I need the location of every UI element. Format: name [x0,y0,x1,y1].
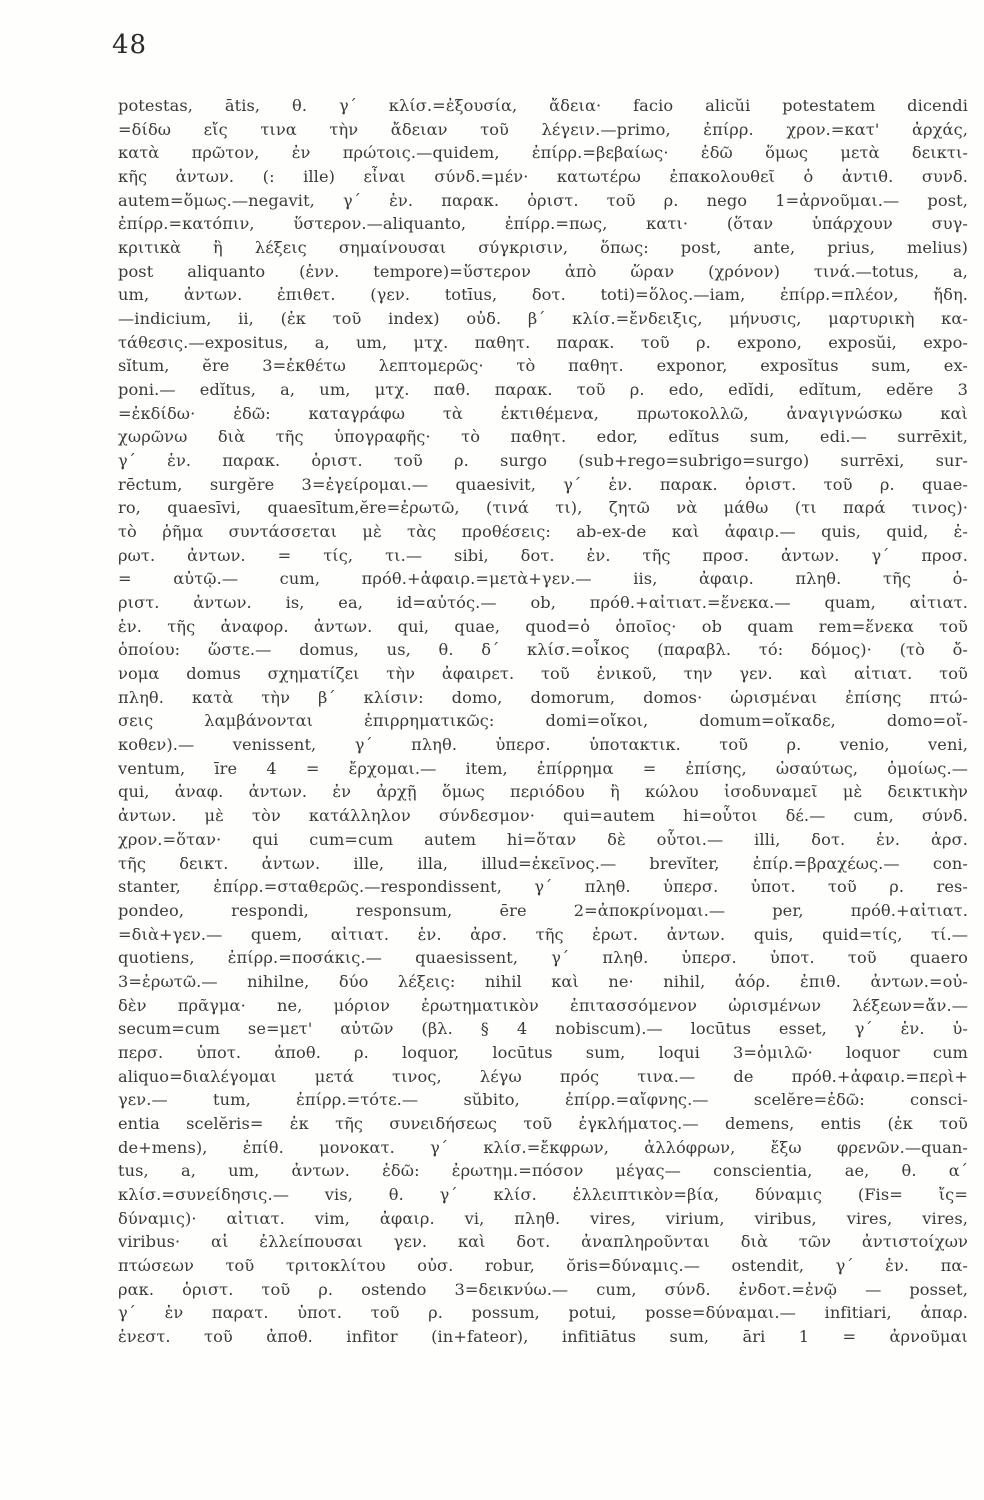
text-line: de+mens), ἐπίθ. μονοκατ. γ΄ κλίσ.=ἔκφρων, ἀλλόφρων, ἔξω φρενῶν.—quan- [118,1137,968,1157]
text-line: πτώσεων τοῦ τριτοκλίτου οὐσ. robur, ŏris=δύναμις.— ostendit, γ΄ ἑν. πα- [118,1255,968,1275]
text-line: ἀντων. μὲ τὸν κατάλληλον σύνδεσμον· qui=autem hi=οὗτοι δέ.— cum, σύνδ. [118,806,968,826]
text-line: χρον.=ὅταν· qui cum=cum autem hi=ὅταν δὲ οὗτοι.— illi, δοτ. ἑν. ἀρσ. [118,829,968,849]
text-line: ριστ. ἀντων. is, ea, id=αὐτός.— ob, πρόθ.+αἰτιατ.=ἕνεκα.— quam, αἰτιατ. [118,593,968,613]
glossary-text [118,94,968,1349]
text-line: post aliquanto (ἐνν. tempore)=ὕστερον ἀπὸ ὥραν (χρόνον) τινά.—totus, a, [118,261,968,281]
text-line: κῆς ἀντων. (: ille) εἶναι σύνδ.=μέν· κατωτέρω ἐπακολουθεῖ ὁ ἀντιθ. συνδ. [118,167,968,187]
text-line: aliquo=διαλέγομαι μετά τινος, λέγω πρός τινα.— de πρόθ.+ἀφαιρ.=περὶ+ [118,1066,968,1086]
text-line: um, ἀντων. ἐπιθετ. (γεν. totīus, δοτ. toti)=ὅλος.—iam, ἐπίρρ.=πλέον, ἤδη. [118,285,968,305]
text-line: σεις λαμβάνονται ἐπιρρηματικῶς: domi=οἴκοι, domum=οἴκαδε, domo=οἴ- [118,711,968,731]
text-line: ἐνεστ. τοῦ ἀποθ. infitor (in+fateor), infitiātus sum, āri 1 = ἀρνοῦμαι [118,1326,968,1346]
text-line: δὲν πρᾶγμα· ne, μόριον ἐρωτηματικὸν ἐπιτασσόμενον ὡρισμένων λέξεων=ἄν.— [118,995,968,1015]
text-line: =δίδω εἴς τινα τὴν ἄδειαν τοῦ λέγειν.—primo, ἐπίρρ. χρον.=κατ' ἀρχάς, [118,119,968,139]
text-line: ventum, īre 4 = ἔρχομαι.— item, ἐπίρρημα = ἐπίσης, ὡσαύτως, ὁμοίως.— [118,758,968,778]
text-line: τὸ ῥῆμα συντάσσεται μὲ τὰς προθέσεις: ab-ex-de καὶ ἀφαιρ.— quis, quid, ἐ- [118,522,968,542]
text-line: τάθεσις.—expositus, a, um, μτχ. παθητ. παρακ. τοῦ ρ. expono, exposŭi, expo- [118,332,968,352]
text-line: ρακ. ὁριστ. τοῦ ρ. ostendo 3=δεικνύω.— cum, σύνδ. ἐνδοτ.=ἐνῷ — posset, [118,1279,968,1299]
text-line: sĭtum, ĕre 3=ἐκθέτω λεπτομερῶς· τὸ παθητ. exponor, exposĭtus sum, ex- [118,356,968,376]
text-line: ro, quaesīvi, quaesītum,ĕre=ἐρωτῶ, (τινά τι), ζητῶ νὰ μάθω (τι παρά τινος)· [118,498,968,518]
text-line: autem=ὅμως.—negavit, γ΄ ἑν. παρακ. ὁριστ. τοῦ ρ. nego 1=ἀρνοῦμαι.— post, [118,190,968,210]
text-line: pondeo, respondi, responsum, ēre 2=ἀποκρίνομαι.— per, πρόθ.+αἰτιατ. [118,900,968,920]
text-line: κοθεν).— venissent, γ΄ πληθ. ὑπερσ. ὑποτακτικ. τοῦ ρ. venio, veni, [118,735,968,755]
text-line: ἑν. τῆς ἀναφορ. ἀντων. qui, quae, quod=ὁ ὁποῖος· ob quam rem=ἕνεκα τοῦ [118,616,968,636]
text-line: γ΄ ἑν παρατ. ὑποτ. τοῦ ρ. possum, potui, posse=δύναμαι.— infitiari, ἀπαρ. [118,1303,968,1323]
text-line: ὁποίου: ὥστε.— domus, us, θ. δ΄ κλίσ.=οἶκος (παραβλ. τό: δόμος)· (τὸ ὄ- [118,640,968,660]
text-line: κατὰ πρῶτον, ἐν πρώτοις.—quidem, ἐπίρρ.=βεβαίως· ἐδῶ ὅμως μετὰ δεικτι- [118,143,968,163]
text-line: entia scelĕris= ἐκ τῆς συνειδήσεως τοῦ ἐγκλήματος.— demens, entis (ἐκ τοῦ [118,1113,968,1133]
text-line: —indicium, ii, (ἐκ τοῦ index) οὐδ. β΄ κλίσ.=ἔνδειξις, μήνυσις, μαρτυρικὴ κα- [118,309,968,329]
text-line: δύναμις)· αἰτιατ. vim, ἀφαιρ. vi, πληθ. vires, virium, viribus, vires, vires, [118,1208,968,1228]
text-line: tus, a, um, ἀντων. ἐδῶ: ἐρωτημ.=πόσον μέγας— conscientia, ae, θ. α΄ [118,1161,968,1181]
text-line: κριτικὰ ἢ λέξεις σημαίνουσαι σύγκρισιν, ὅπως: post, ante, prius, melius) [118,238,968,258]
text-line: ἐπίρρ.=κατόπιν, ὕστερον.—aliquanto, ἐπίρρ.=πως, κατι· (ὅταν ὑπάρχουν συγ- [118,214,968,234]
text-line: potestas, ātis, θ. γ΄ κλίσ.=ἐξουσία, ἄδεια· facio alicŭi potestatem dicendi [118,96,968,115]
text-line: =ἐκδίδω· ἐδῶ: καταγράφω τὰ ἐκτιθέμενα, πρωτοκολλῶ, ἀναγιγνώσκω καὶ [118,403,968,423]
text-line: χωρῶνω διὰ τῆς ὑπογραφῆς· τὸ παθητ. edor, edĭtus sum, edi.— surrēxit, [118,427,968,447]
text-line: quotiens, ἐπίρρ.=ποσάκις.— quaesissent, γ΄ πληθ. ὑπερσ. ὑποτ. τοῦ quaero [118,948,968,968]
text-line: poni.— edĭtus, a, um, μτχ. παθ. παρακ. τοῦ ρ. edo, edĭdi, edĭtum, edĕre 3 [118,380,968,400]
text-line: = αὐτῷ.— cum, πρόθ.+ἀφαιρ.=μετὰ+γεν.— iis, ἀφαιρ. πληθ. τῆς ὁ- [118,569,968,589]
text-line: 3=ἐρωτῶ.— nihilne, δύο λέξεις: nihil καὶ ne· nihil, ἀόρ. ἐπιθ. ἀντων.=οὐ- [118,971,968,991]
text-line: περσ. ὑποτ. ἀποθ. ρ. loquor, locūtus sum, loqui 3=ὁμιλῶ· loquor cum [118,1042,968,1062]
text-line: viribus· αἱ ἐλλείπουσαι γεν. καὶ δοτ. ἀναπληροῦνται διὰ τῶν ἀντιστοίχων [118,1232,968,1252]
text-line: κλίσ.=συνείδησις.— vis, θ. γ΄ κλίσ. ἐλλειπτικὸν=βία, δύναμις (Fis= ἴς= [118,1184,968,1204]
text-line: γεν.— tum, ἐπίρρ.=τότε.— sŭbito, ἐπίρρ.=αἴφνης.— scelĕre=ἐδῶ: consci- [118,1090,968,1110]
page-number: 48 [112,30,148,60]
text-line: πληθ. κατὰ τὴν β΄ κλίσιν: domo, domorum, domos· ὡρισμέναι ἐπίσης πτώ- [118,687,968,707]
text-line: νομα domus σχηματίζει τὴν ἀφαιρετ. τοῦ ἑνικοῦ, την γεν. καὶ αἰτιατ. τοῦ [118,664,968,684]
text-line: stanter, ἐπίρρ.=σταθερῶς.—respondissent, γ΄ πληθ. ὑπερσ. ὑποτ. τοῦ ρ. res- [118,877,968,897]
text-line: qui, ἀναφ. ἀντων. ἐν ἀρχῇ ὅμως περιόδου ἢ κώλου ἰσοδυναμεῖ μὲ δεικτικὴν [118,782,968,802]
text-line: =διὰ+γεν.— quem, αἰτιατ. ἑν. ἀρσ. τῆς ἐρωτ. ἀντων. quis, quid=τίς, τί.— [118,924,968,944]
text-line: γ΄ ἑν. παρακ. ὁριστ. τοῦ ρ. surgo (sub+rego=subrigo=surgo) surrēxi, sur- [118,451,968,471]
text-line: rēctum, surgĕre 3=ἐγείρομαι.— quaesivit, γ΄ ἑν. παρακ. ὁριστ. τοῦ ρ. quae- [118,474,968,494]
text-line: ρωτ. ἀντων. = τίς, τι.— sibi, δοτ. ἑν. τῆς προσ. ἀντων. γ΄ προσ. [118,545,968,565]
text-line: secum=cum se=μετ' αὐτῶν (βλ. § 4 nobiscum).— locūtus esset, γ΄ ἑν. ὑ- [118,1019,968,1039]
text-line: τῆς δεικτ. ἀντων. ille, illa, illud=ἐκεῖνος.— brevĭter, ἐπίρ.=βραχέως.— con- [118,853,968,873]
